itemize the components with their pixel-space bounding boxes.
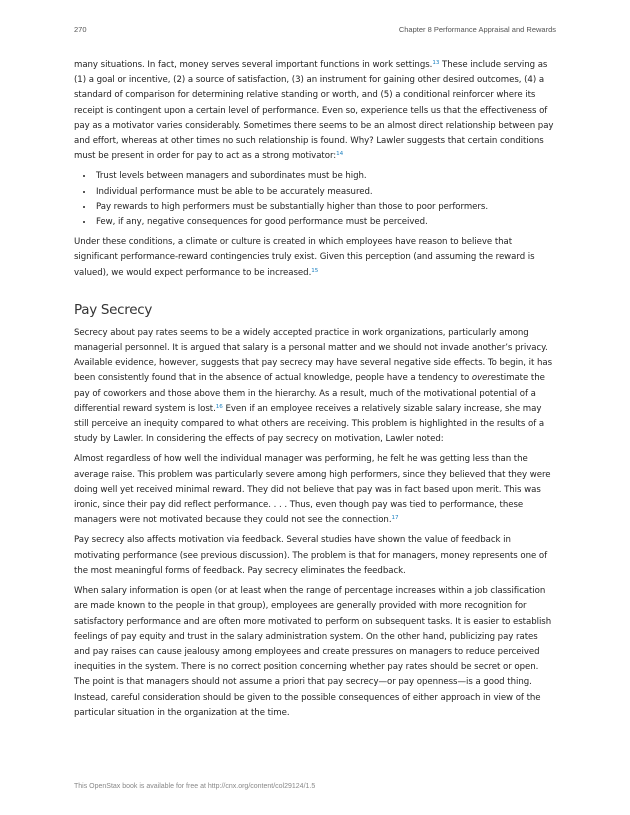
paragraph-text: These include serving as (1) a goal or incentive, (2) a source of satisfaction, (3) an instrument for gaining other desired outcomes, (4) a standard of comparison for determining relative standing or worth, and (5) a conditional reinforcer where its receipt is contingent upon a certain level of performance. Even so, experience tells us that the effectiveness of pay as a motivator varies considerably. Sometimes there seems to be an almost direct relationship between pay and effort, whereas at other times no such relationship is found. Why? Lawler suggests that certain conditions must be present in order for pay to act as a strong motivator: xyxy=(74,60,554,162)
footnote-ref[interactable]: 13 xyxy=(432,60,440,66)
page-number: 270 xyxy=(74,25,87,34)
page-body xyxy=(74,58,556,726)
page-header xyxy=(74,25,556,37)
paragraph-feedback: Pay secrecy also affects motivation via feedback. Several studies have shown the value of feedback in motivating performance (see previous discussion). The problem is that for managers, money represents one of the most meaningful forms of feedback. Pay secrecy eliminates the feedback. xyxy=(74,535,548,576)
footnote-ref[interactable]: 16 xyxy=(215,403,223,410)
list-item: • Trust levels between managers and subordinates must be high. xyxy=(94,169,556,184)
section-heading: Pay Secrecy xyxy=(74,301,153,318)
list-item: • Individual performance must be able to be accurately measured. xyxy=(94,185,556,200)
block-quote xyxy=(74,452,556,528)
paragraph-text: Even if an employee receives a relatively sizable salary increase, she may still perceive an inequity compared to what others are receiving. This problem is highlighted in the results of a study by Lawler. In considering the effects of pay secrecy on motivation, Lawler noted: xyxy=(74,403,545,445)
paragraph-text: Under these conditions, a climate or culture is created in which employees have reason to believe that significant performance-reward contingencies truly exist. Given this perception (and assuming the reward is valued), we would expect performance to be increased. xyxy=(74,237,535,278)
paragraph-conditions-climate xyxy=(74,235,556,281)
chapter-title: Chapter 8 Performance Appraisal and Rewards xyxy=(398,25,556,34)
paragraph-text: estimate the pay of coworkers and those above them in the hierarchy. As a result, much of the motivational potential of a differential reward system is lost. xyxy=(74,373,545,414)
quote-text: Almost regardless of how well the individual manager was performing, he felt he was getting less than the average raise. This problem was particularly severe among high performers, since they believed that they were doing well yet received minimal reward. They did not believe that pay was in fact based upon merit. This was ironic, since their pay did reflect performance. . . . Thus, even though pay was tied to performance, these managers were not motivated because they could not see the connection. xyxy=(74,454,551,526)
paragraph-text: Secrecy about pay rates seems to be a widely accepted practice in work organizations, particularly among managerial personnel. It is argued that salary is a personal matter and we should not invade another’s privacy. Available evidence, however, suggests that pay secrecy may have several negative side effects. To begin, it has been consistently found that in the absence of actual knowledge, people have a tendency to xyxy=(74,327,553,384)
paragraph-text: many situations. In fact, money serves several important functions in work settings. xyxy=(74,60,433,70)
page-footer: This OpenStax book is available for free at http://cnx.org/content/col29124/1.5 xyxy=(74,783,316,790)
list-item: • Few, if any, negative consequences for good performance must be perceived. xyxy=(94,215,556,230)
footnote-ref[interactable]: 15 xyxy=(311,267,319,274)
paragraph-salary-openness: When salary information is open (or at least when the range of percentage increases within a job classification are made known to the people in that group), employees are generally provided with more recognition for satisfactory performance and are often more motivated to perform on subsequent tasks. It is easier to establish feelings of pay equity and trust in the salary administration system. On the other hand, publicizing pay rates and pay raises can cause jealousy among employees and create pressures on managers to reduce perceived inequities in the system. There is no correct position concerning whether pay rates should be secret or open. The point is that managers should not assume a priori that pay secrecy—or pay openness—is a good thing. Instead, careful consideration should be given to the possible consequences of either approach in view of the particular situation in the organization at the time. xyxy=(74,586,552,718)
paragraph-pay-secrecy-intro xyxy=(74,326,556,448)
list-item: • Pay rewards to high performers must be substantially higher than those to poor performers. xyxy=(94,200,556,215)
paragraph-money-functions xyxy=(74,58,556,164)
footnote-ref[interactable]: 14 xyxy=(336,151,344,158)
emphasis-text: over xyxy=(471,373,491,384)
footnote-ref[interactable]: 17 xyxy=(391,515,399,522)
conditions-list xyxy=(74,169,556,230)
